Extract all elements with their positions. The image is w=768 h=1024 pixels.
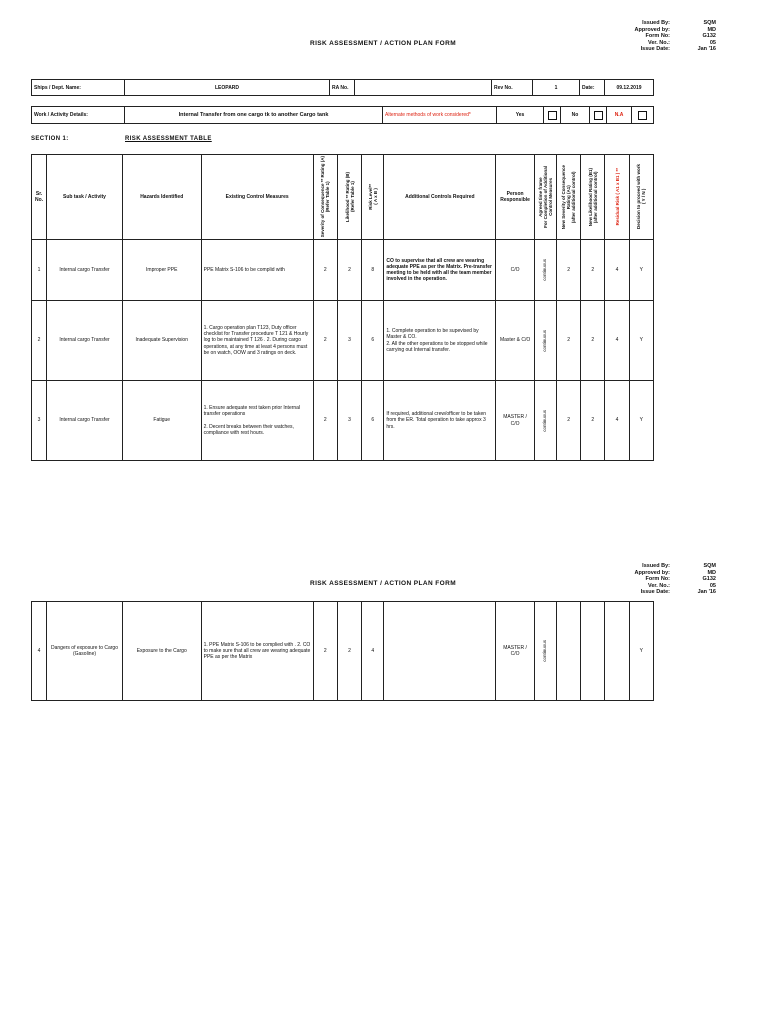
row-subtask: Internal cargo Transfer [47,381,123,461]
meta-form-no: Form No: G132 [645,576,716,583]
work-details: Internal Transfer from one cargo tk to another Cargo tank [125,107,383,124]
table-header-row [32,155,654,240]
col-subtask: Sub task / Activity [47,155,123,240]
document-meta [620,20,716,53]
rev-label: Rev No. [492,80,533,96]
row-residual: 4 [605,240,629,301]
yes-checkbox-cell[interactable] [544,107,561,124]
risk-assessment-table-page2 [31,601,654,701]
row-risk: 4 [362,602,384,701]
row-subtask: Dangers of exposure to Cargo (Gasoline) [47,602,123,701]
col-new-severity: New Severity of Consequence Rating (A1) (after additional control) [556,155,580,240]
col-existing-controls: Existing Control Measures [201,155,313,240]
col-severity: Severity of Consequence ** Rating (A) (Refer Table 1) [313,155,337,240]
form-title-page2: RISK ASSESSMENT / ACTION PLAN FORM [310,580,457,587]
no-label: No [561,107,590,124]
row-agreed-time: continuous [534,240,556,301]
row-existing-controls: 1. Cargo operation plan T123, Duty officer checklist for Transfer procedure T 121 & Hourly log to be maintained T 126 . 2. During cargo operations, at any time at least 4 persons must be on watch, OOW and 3 ratings on deck. [201,301,313,381]
row-person: Master & C/O [496,301,534,381]
row-agreed-time: continuous [534,381,556,461]
row-severity: 2 [313,602,337,701]
meta-issued-by: Issued By: SQM [642,20,716,26]
row-additional-controls: 1. Complete operation to be supevised by Master & CO. 2. All the other operations to be stopped while carrying out Internal transfer. [384,301,496,381]
section-title: RISK ASSESSMENT TABLE [125,136,212,142]
row-hazard: Improper PPE [122,240,201,301]
row-existing-controls: PPE Matrix S-106 to be complid with [201,240,313,301]
row-person: MASTER / C/O [496,602,534,701]
col-residual-risk: Residual Risk ( A1 x B1 ) ** [605,155,629,240]
row-severity: 2 [313,240,337,301]
row-risk: 8 [362,240,384,301]
row-existing-controls: 1. Ensure adequate rest taken prior Internal transfer operations 2. Decent breaks between their watches, compliance with rest hours. [201,381,313,461]
meta-ver-no: Ver. No.: 05 [647,582,716,589]
row-likelihood: 2 [337,240,361,301]
row-additional-controls: CO to supervise that all crew are wearing adequate PPE as per the Matrix. Pre-transfer meeting to be held with all the team member involved in the operation. [384,240,496,301]
row-agreed-time: continuous [534,301,556,381]
meta-issue-date: Issue Date: Jan '16 [640,46,716,53]
document-meta-page2 [620,563,716,596]
col-risk-level: Risk Level** ( A x B ) [362,155,384,240]
row-sr: 3 [32,381,47,461]
alt-methods-label: Alternate methods of work considered* [383,107,497,124]
row-decision: Y [629,301,653,381]
row-new-likelihood [581,602,605,701]
na-label: N.A [607,107,632,124]
row-additional-controls [384,602,496,701]
col-additional-controls: Additional Controls Required [384,155,496,240]
row-new-severity: 2 [556,301,580,381]
row-additional-controls: If required, additional crew/officer to be taken from the ER. Total operation to take approx 3 hrs. [384,381,496,461]
ra-value [355,80,492,96]
row-hazard: Exposure to the Cargo [122,602,201,701]
row-decision: Y [629,240,653,301]
meta-issued-by: Issued By: SQM [642,563,716,569]
row-new-severity [556,602,580,701]
form-title: RISK ASSESSMENT / ACTION PLAN FORM [310,40,457,47]
row-hazard: Fatigue [122,381,201,461]
row-person: C/O [496,240,534,301]
meta-approved-by: Approved by: MD [634,26,716,33]
row-new-severity: 2 [556,381,580,461]
row-hazard: Inadequate Supervision [122,301,201,381]
table-row [32,301,654,381]
row-likelihood: 3 [337,301,361,381]
ra-label: RA No. [330,80,355,96]
meta-form-no: Form No: G132 [645,33,716,40]
ship-name: LEOPARD [125,80,330,96]
work-info-table [31,106,654,124]
rev-value: 1 [533,80,580,96]
col-likelihood: Likelihood ** Rating (B) (Refer Table 1) [337,155,361,240]
ship-label: Ships / Dept. Name: [32,80,125,96]
row-decision: Y [629,602,653,701]
row-residual: 4 [605,381,629,461]
meta-ver-no: Ver. No.: 05 [647,39,716,46]
col-new-likelihood: New Likelihood Rating (B1) (after additional control) [581,155,605,240]
row-subtask: Internal cargo Transfer [47,301,123,381]
ship-info-table [31,79,654,96]
col-sr: Sr. No. [32,155,47,240]
row-severity: 2 [313,381,337,461]
row-decision: Y [629,381,653,461]
row-risk: 6 [362,301,384,381]
meta-issue-date: Issue Date: Jan '16 [640,589,716,596]
row-residual: 4 [605,301,629,381]
col-person: Person Responsible [496,155,534,240]
row-likelihood: 2 [337,602,361,701]
work-label: Work / Activity Details: [32,107,125,124]
yes-label: Yes [497,107,544,124]
date-label: Date: [580,80,605,96]
row-sr: 2 [32,301,47,381]
no-checkbox[interactable] [594,111,603,120]
row-residual [605,602,629,701]
col-hazards: Hazards Identified [122,155,201,240]
row-sr: 1 [32,240,47,301]
row-person: MASTER / C/O [496,381,534,461]
table-row [32,602,654,701]
row-risk: 6 [362,381,384,461]
row-likelihood: 3 [337,381,361,461]
date-value: 09.12.2019 [605,80,654,96]
no-checkbox-cell[interactable] [590,107,607,124]
yes-checkbox[interactable] [548,111,557,120]
row-existing-controls: 1. PPE Matrix S-106 to be complied with . 2. CO to make sure that all crew are wearing adequate PPE as per the Matrix [201,602,313,701]
row-new-likelihood: 2 [581,381,605,461]
row-new-likelihood: 2 [581,240,605,301]
na-checkbox[interactable] [638,111,647,120]
row-sr: 4 [32,602,47,701]
table-row [32,381,654,461]
row-severity: 2 [313,301,337,381]
na-checkbox-cell[interactable] [632,107,654,124]
col-decision: Decision to proceed with work ( Y / N ) [629,155,653,240]
row-subtask: Internal cargo Transfer [47,240,123,301]
section-label: SECTION 1: [31,136,69,142]
table-row [32,240,654,301]
row-agreed-time: continuous [534,602,556,701]
row-new-likelihood: 2 [581,301,605,381]
row-new-severity: 2 [556,240,580,301]
risk-assessment-table [31,154,654,461]
meta-approved-by: Approved by: MD [634,569,716,576]
col-agreed-time: Agreed time frame For Completion of Additional Control Measures [534,155,556,240]
